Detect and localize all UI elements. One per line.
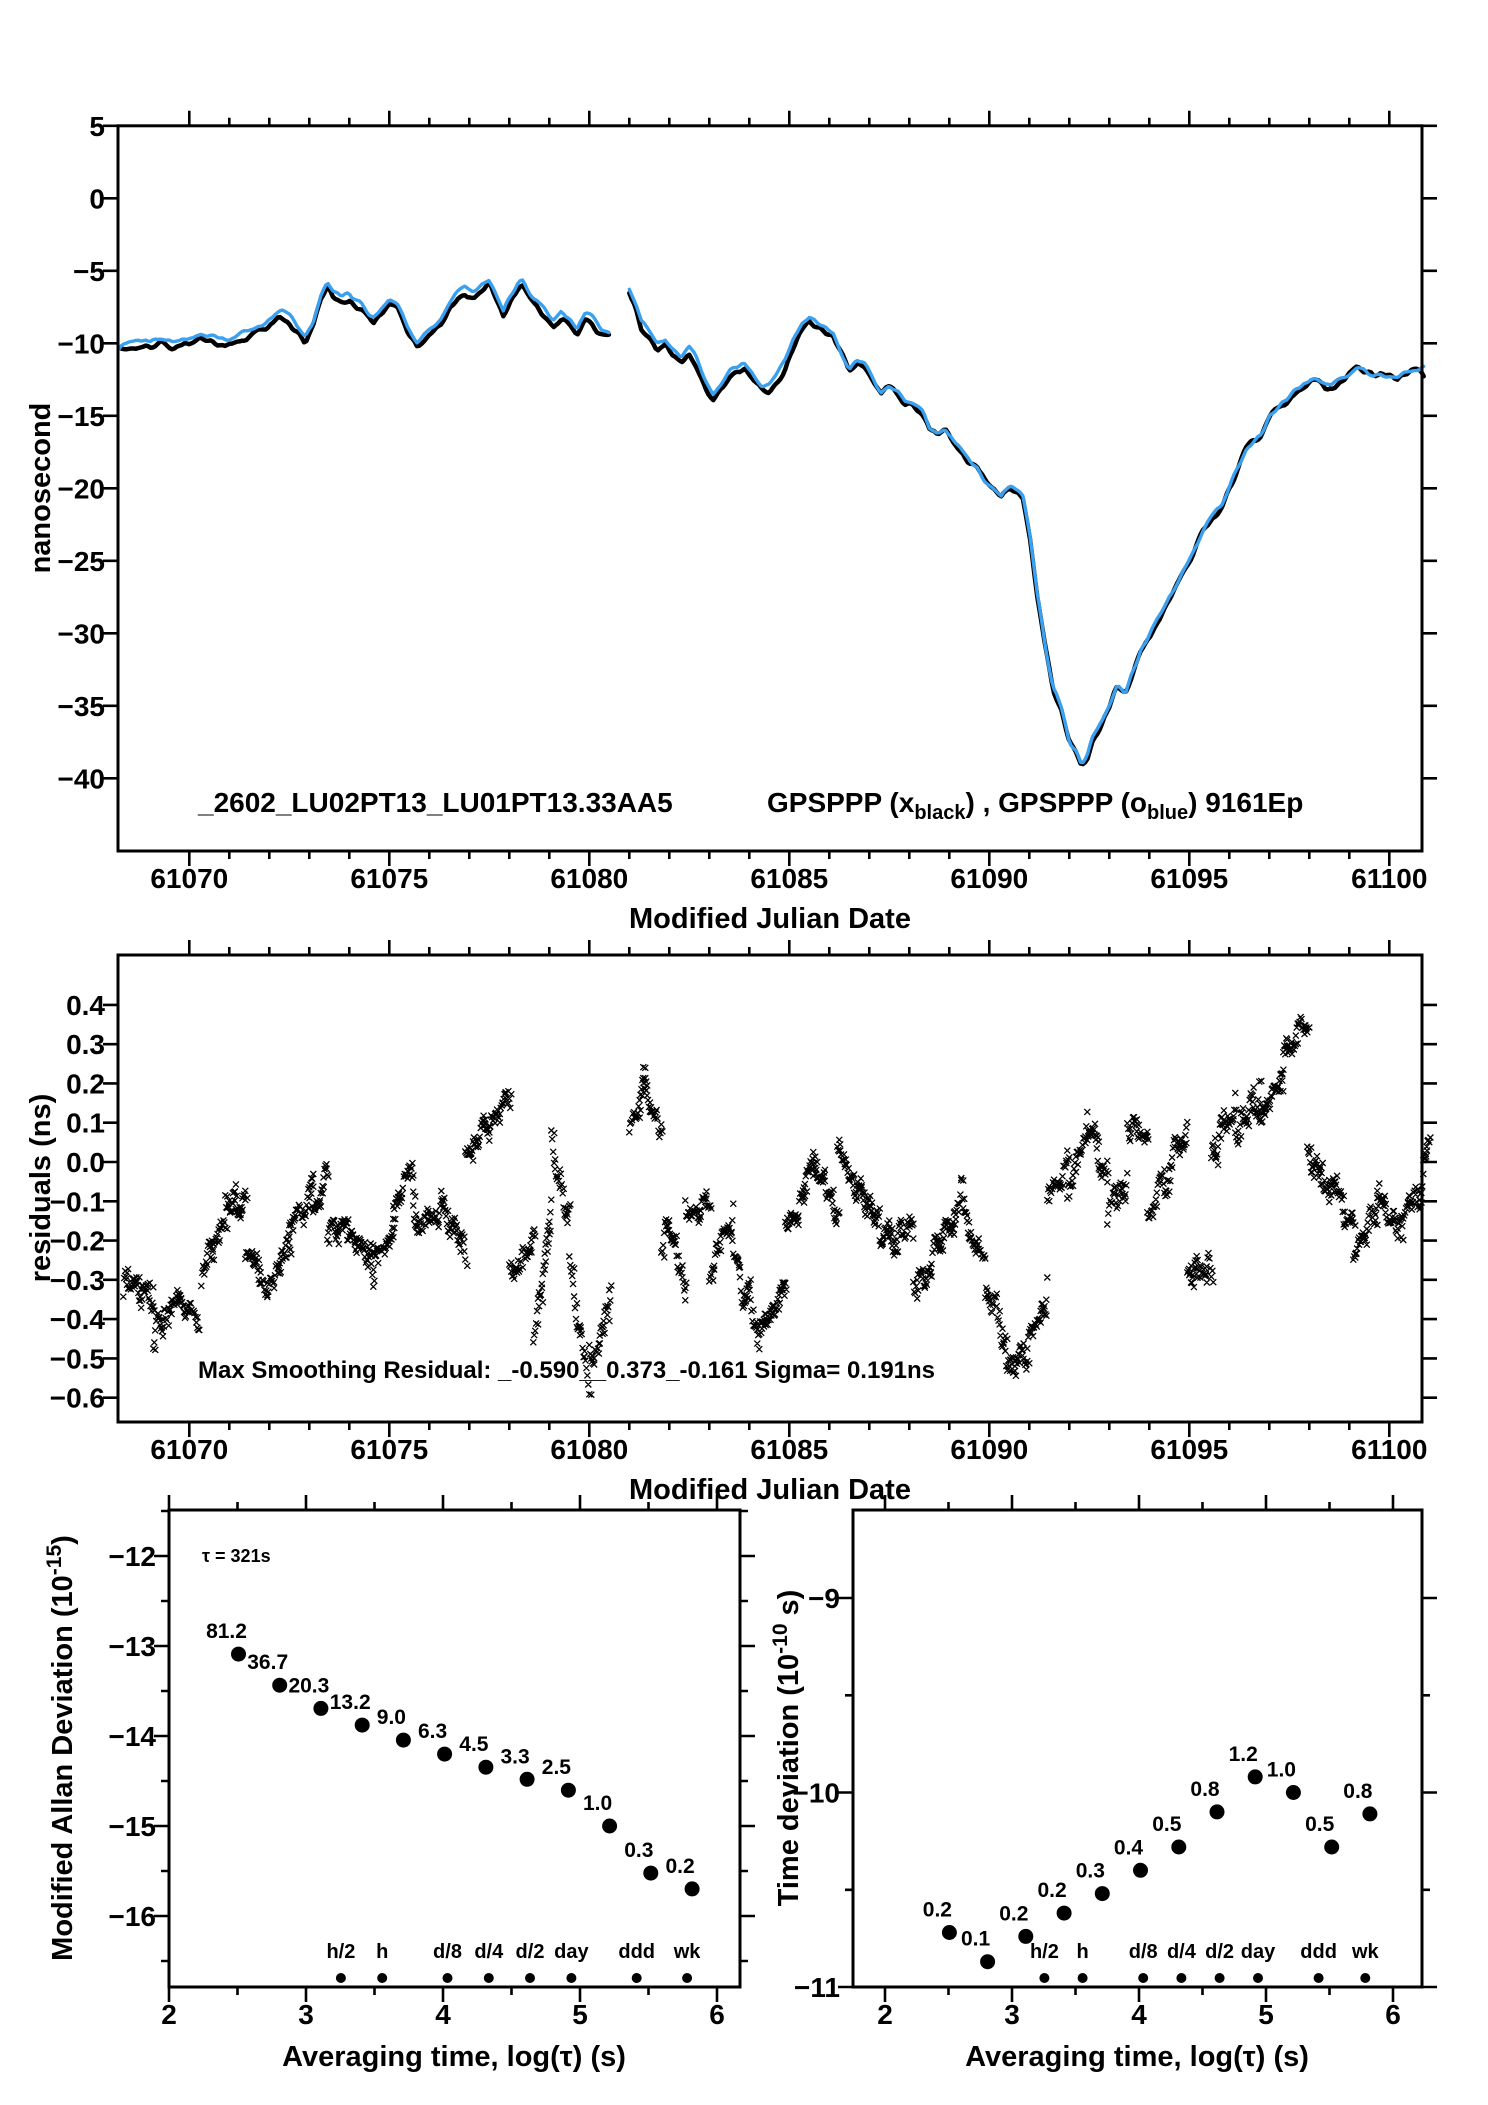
tdev-chart-point — [1095, 1886, 1110, 1901]
time-marker-label: d/8 — [433, 1941, 462, 1963]
tdev-chart-point-label: 0.1 — [960, 1927, 991, 1951]
y-tick-label: −25 — [57, 545, 105, 577]
y-tick-label: 5 — [89, 110, 105, 142]
mdev-chart-point-label: 9.0 — [376, 1706, 407, 1730]
tdev-chart-point-label: 0.8 — [1343, 1779, 1373, 1803]
x-tick-label: 6 — [1385, 1999, 1401, 2030]
x-tick-label: 61095 — [1150, 1434, 1229, 1465]
x-tick-label: 61075 — [350, 863, 429, 894]
tdev-chart-point-label: 1.0 — [1266, 1758, 1297, 1782]
y-tick-label: −10 — [57, 328, 105, 360]
top-yaxis-title: nanosecond — [25, 402, 57, 574]
x-tick-label: 2 — [161, 1999, 177, 2030]
y-axis-ticks — [103, 1005, 1437, 1398]
mdev-chart-point — [437, 1747, 452, 1762]
y-tick-label: 0.4 — [66, 989, 105, 1021]
time-marker-label: ddd — [1300, 1941, 1337, 1963]
x-tick-label: 61100 — [1351, 1434, 1428, 1465]
time-marker-dot — [377, 1973, 387, 1983]
tdev-chart-point-label: 0.2 — [1037, 1879, 1067, 1903]
y-tick-label: −5 — [73, 255, 105, 287]
residuals-xaxis-title: Modified Julian Date — [629, 1474, 911, 1506]
x-tick-label: 3 — [298, 1999, 314, 2030]
tdev-chart-point-label: 0.5 — [1152, 1813, 1182, 1836]
time-marker-label: wk — [673, 1941, 701, 1963]
y-tick-label: −0.1 — [49, 1186, 105, 1218]
mdev-chart-point-label: 36.7 — [247, 1651, 289, 1675]
tdev-chart-point — [1171, 1840, 1186, 1855]
time-marker-dot — [1138, 1973, 1148, 1983]
residuals-chart — [50, 940, 1437, 1465]
mdev-chart-point — [685, 1881, 700, 1896]
tdev-chart-point-label: 1.2 — [1228, 1742, 1258, 1766]
top-xaxis-title: Modified Julian Date — [629, 903, 911, 935]
y-tick-label: −0.6 — [49, 1382, 105, 1414]
mdev-chart-point-label: 0.3 — [624, 1839, 654, 1863]
series-black-line — [629, 293, 1423, 764]
x-tick-label: 61070 — [150, 1434, 229, 1465]
time-marker-label: d/2 — [1205, 1941, 1235, 1963]
tdev-xaxis-title: Averaging time, log(τ) (s) — [965, 2041, 1309, 2073]
x-tick-label: 2 — [877, 1999, 893, 2030]
y-axis-ticks — [154, 1511, 755, 1961]
mdev-chart-point-label: 81.2 — [206, 1620, 247, 1644]
mdev-chart-point — [272, 1678, 287, 1693]
y-tick-label: −9 — [808, 1583, 840, 1614]
residuals-note: Max Smoothing Residual: _-0.590__0.373_-0.161 Sigma= 0.191ns — [198, 1357, 936, 1384]
y-tick-label: 0.1 — [66, 1107, 105, 1139]
time-marker-dot — [525, 1973, 535, 1983]
mdev-chart-point — [478, 1760, 493, 1775]
mdev-chart-point-label: 1.0 — [582, 1792, 613, 1815]
time-marker-dot — [484, 1973, 494, 1983]
tdev-chart-point — [980, 1954, 995, 1969]
time-marker-label: h — [376, 1941, 389, 1963]
x-tick-label: 61095 — [1150, 863, 1229, 894]
x-tick-label: 6 — [709, 1999, 725, 2030]
time-marker-label: day — [554, 1941, 589, 1963]
time-marker-dot — [1253, 1973, 1263, 1983]
mdev-chart-point-label: 13.2 — [329, 1691, 371, 1715]
y-tick-label: −12 — [108, 1541, 156, 1572]
time-marker-dot — [1360, 1973, 1370, 1983]
tdev-chart-point-label: 0.8 — [1190, 1777, 1220, 1801]
mdev-chart-point — [231, 1647, 246, 1662]
y-tick-label: 0.2 — [66, 1068, 105, 1100]
mdev-chart-point-label: 20.3 — [288, 1674, 330, 1698]
time-marker-dot — [566, 1973, 576, 1983]
x-tick-label: 61090 — [950, 863, 1029, 894]
tdev-chart-point — [1248, 1769, 1263, 1784]
tdev-chart-point — [1210, 1804, 1225, 1819]
y-tick-label: −0.3 — [49, 1264, 105, 1296]
tdev-chart-point — [1324, 1840, 1339, 1855]
tdev-chart-point-label: 0.2 — [922, 1898, 953, 1922]
tdev-chart-point — [1057, 1906, 1072, 1921]
x-tick-label: 5 — [572, 1999, 588, 2030]
tdev-chart-point — [942, 1925, 957, 1940]
mdev-chart-point — [561, 1783, 576, 1798]
y-tick-label: 0.0 — [66, 1147, 105, 1178]
time-marker-dot — [682, 1973, 692, 1983]
x-tick-label: 3 — [1004, 1999, 1020, 2030]
tdev-chart-point-label: 0.4 — [1113, 1836, 1144, 1860]
tdev-chart-point — [1133, 1863, 1148, 1878]
y-tick-label: −11 — [794, 1972, 840, 2003]
mdev-chart-frame — [169, 1510, 740, 1987]
y-tick-label: −0.4 — [49, 1304, 105, 1336]
mdev-xaxis-title: Averaging time, log(τ) (s) — [282, 2041, 626, 2073]
mdev-chart-point — [313, 1701, 328, 1716]
time-marker-label: d/4 — [474, 1941, 504, 1963]
tdev-chart-point — [1362, 1806, 1377, 1821]
x-tick-label: 61085 — [750, 1434, 829, 1465]
time-marker-label: h — [1076, 1941, 1089, 1963]
mdev-chart — [109, 1495, 756, 2030]
mdev-chart-point-label: 6.3 — [417, 1720, 448, 1744]
y-tick-label: 0.3 — [66, 1029, 105, 1061]
residuals-yaxis-title: residuals (ns) — [25, 1093, 57, 1283]
x-tick-label: 61080 — [550, 863, 629, 894]
time-marker-dot — [443, 1973, 453, 1983]
x-axis-ticks — [189, 111, 1389, 866]
mdev-chart-point — [643, 1866, 658, 1881]
time-marker-label: h/2 — [326, 1941, 356, 1963]
mdev-chart-point-label: 3.3 — [500, 1745, 530, 1769]
time-marker-dot — [632, 1973, 642, 1983]
tdev-chart-point-label: 0.2 — [999, 1902, 1029, 1926]
time-marker-dot — [336, 1973, 346, 1983]
time-marker-label: d/4 — [1166, 1941, 1196, 1963]
x-tick-label: 61080 — [550, 1434, 629, 1465]
x-axis-ticks — [885, 1495, 1393, 2002]
time-marker-dot — [1314, 1973, 1324, 1983]
tdev-chart-point-label: 0.3 — [1075, 1859, 1105, 1883]
mdev-chart-point — [355, 1718, 370, 1733]
y-tick-label: −15 — [108, 1811, 156, 1842]
x-tick-label: 61070 — [150, 863, 229, 894]
y-axis-ticks — [103, 126, 1437, 779]
time-marker-label: day — [1240, 1941, 1276, 1963]
time-marker-label: ddd — [618, 1941, 656, 1963]
y-tick-label: −13 — [108, 1631, 156, 1662]
mdev-yaxis-title: Modified Allan Deviation (10-15) — [43, 1535, 79, 1961]
y-tick-label: −40 — [57, 763, 105, 795]
tdev-chart — [793, 1495, 1438, 2030]
x-tick-label: 4 — [435, 1999, 451, 2030]
dev-axis-titles — [43, 1535, 805, 1961]
time-marker-dot — [1215, 1973, 1225, 1983]
mdev-chart-point-label: 0.2 — [665, 1854, 695, 1878]
x-tick-label: 61090 — [950, 1434, 1029, 1465]
time-marker-dot — [1039, 1973, 1049, 1983]
time-marker-dot — [1078, 1973, 1088, 1983]
y-tick-label: −14 — [108, 1721, 156, 1752]
tdev-chart-point-label: 0.5 — [1305, 1813, 1335, 1836]
top-chart — [58, 111, 1438, 894]
tdev-chart-point — [1286, 1785, 1301, 1800]
x-tick-label: 61100 — [1351, 863, 1428, 894]
x-tick-label: 4 — [1131, 1999, 1147, 2030]
x-tick-label: 61075 — [350, 1434, 429, 1465]
mdev-tau-note: τ = 321s — [202, 1546, 271, 1566]
x-tick-label: 5 — [1258, 1999, 1274, 2030]
time-marker-dot — [1176, 1973, 1186, 1983]
x-tick-label: 61085 — [750, 863, 829, 894]
time-marker-label: d/8 — [1128, 1941, 1158, 1963]
y-tick-label: 0 — [89, 183, 105, 215]
mdev-chart-point — [602, 1819, 617, 1834]
mdev-chart-point-label: 4.5 — [459, 1733, 489, 1757]
y-tick-label: −0.5 — [49, 1343, 105, 1375]
y-tick-label: −10 — [792, 1777, 840, 1809]
tdev-yaxis-title: Time deviation (10-10 s) — [769, 1589, 805, 1907]
y-tick-label: −16 — [108, 1901, 156, 1932]
time-marker-label: wk — [1351, 1941, 1379, 1963]
y-tick-label: −30 — [57, 618, 105, 650]
y-tick-label: −15 — [57, 400, 105, 432]
top-chart-frame — [118, 126, 1422, 851]
residuals-scatter — [120, 1014, 1433, 1398]
y-tick-label: −0.2 — [49, 1225, 105, 1257]
time-marker-label: h/2 — [1029, 1941, 1059, 1963]
y-tick-label: −20 — [57, 473, 105, 505]
time-marker-label: d/2 — [515, 1941, 545, 1963]
y-tick-label: −35 — [57, 690, 105, 722]
top-chart-legend: GPSPPP $(x_{black})$ , GPSPPP $(o_{blue})$ 9161Ep — [767, 787, 1304, 824]
mdev-chart-point-label: 2.5 — [541, 1756, 572, 1780]
mdev-chart-point — [396, 1733, 411, 1748]
top-series-id-note: _2602_LU02PT13_LU01PT13.33AA5 — [198, 787, 673, 818]
mdev-chart-point — [520, 1772, 535, 1787]
